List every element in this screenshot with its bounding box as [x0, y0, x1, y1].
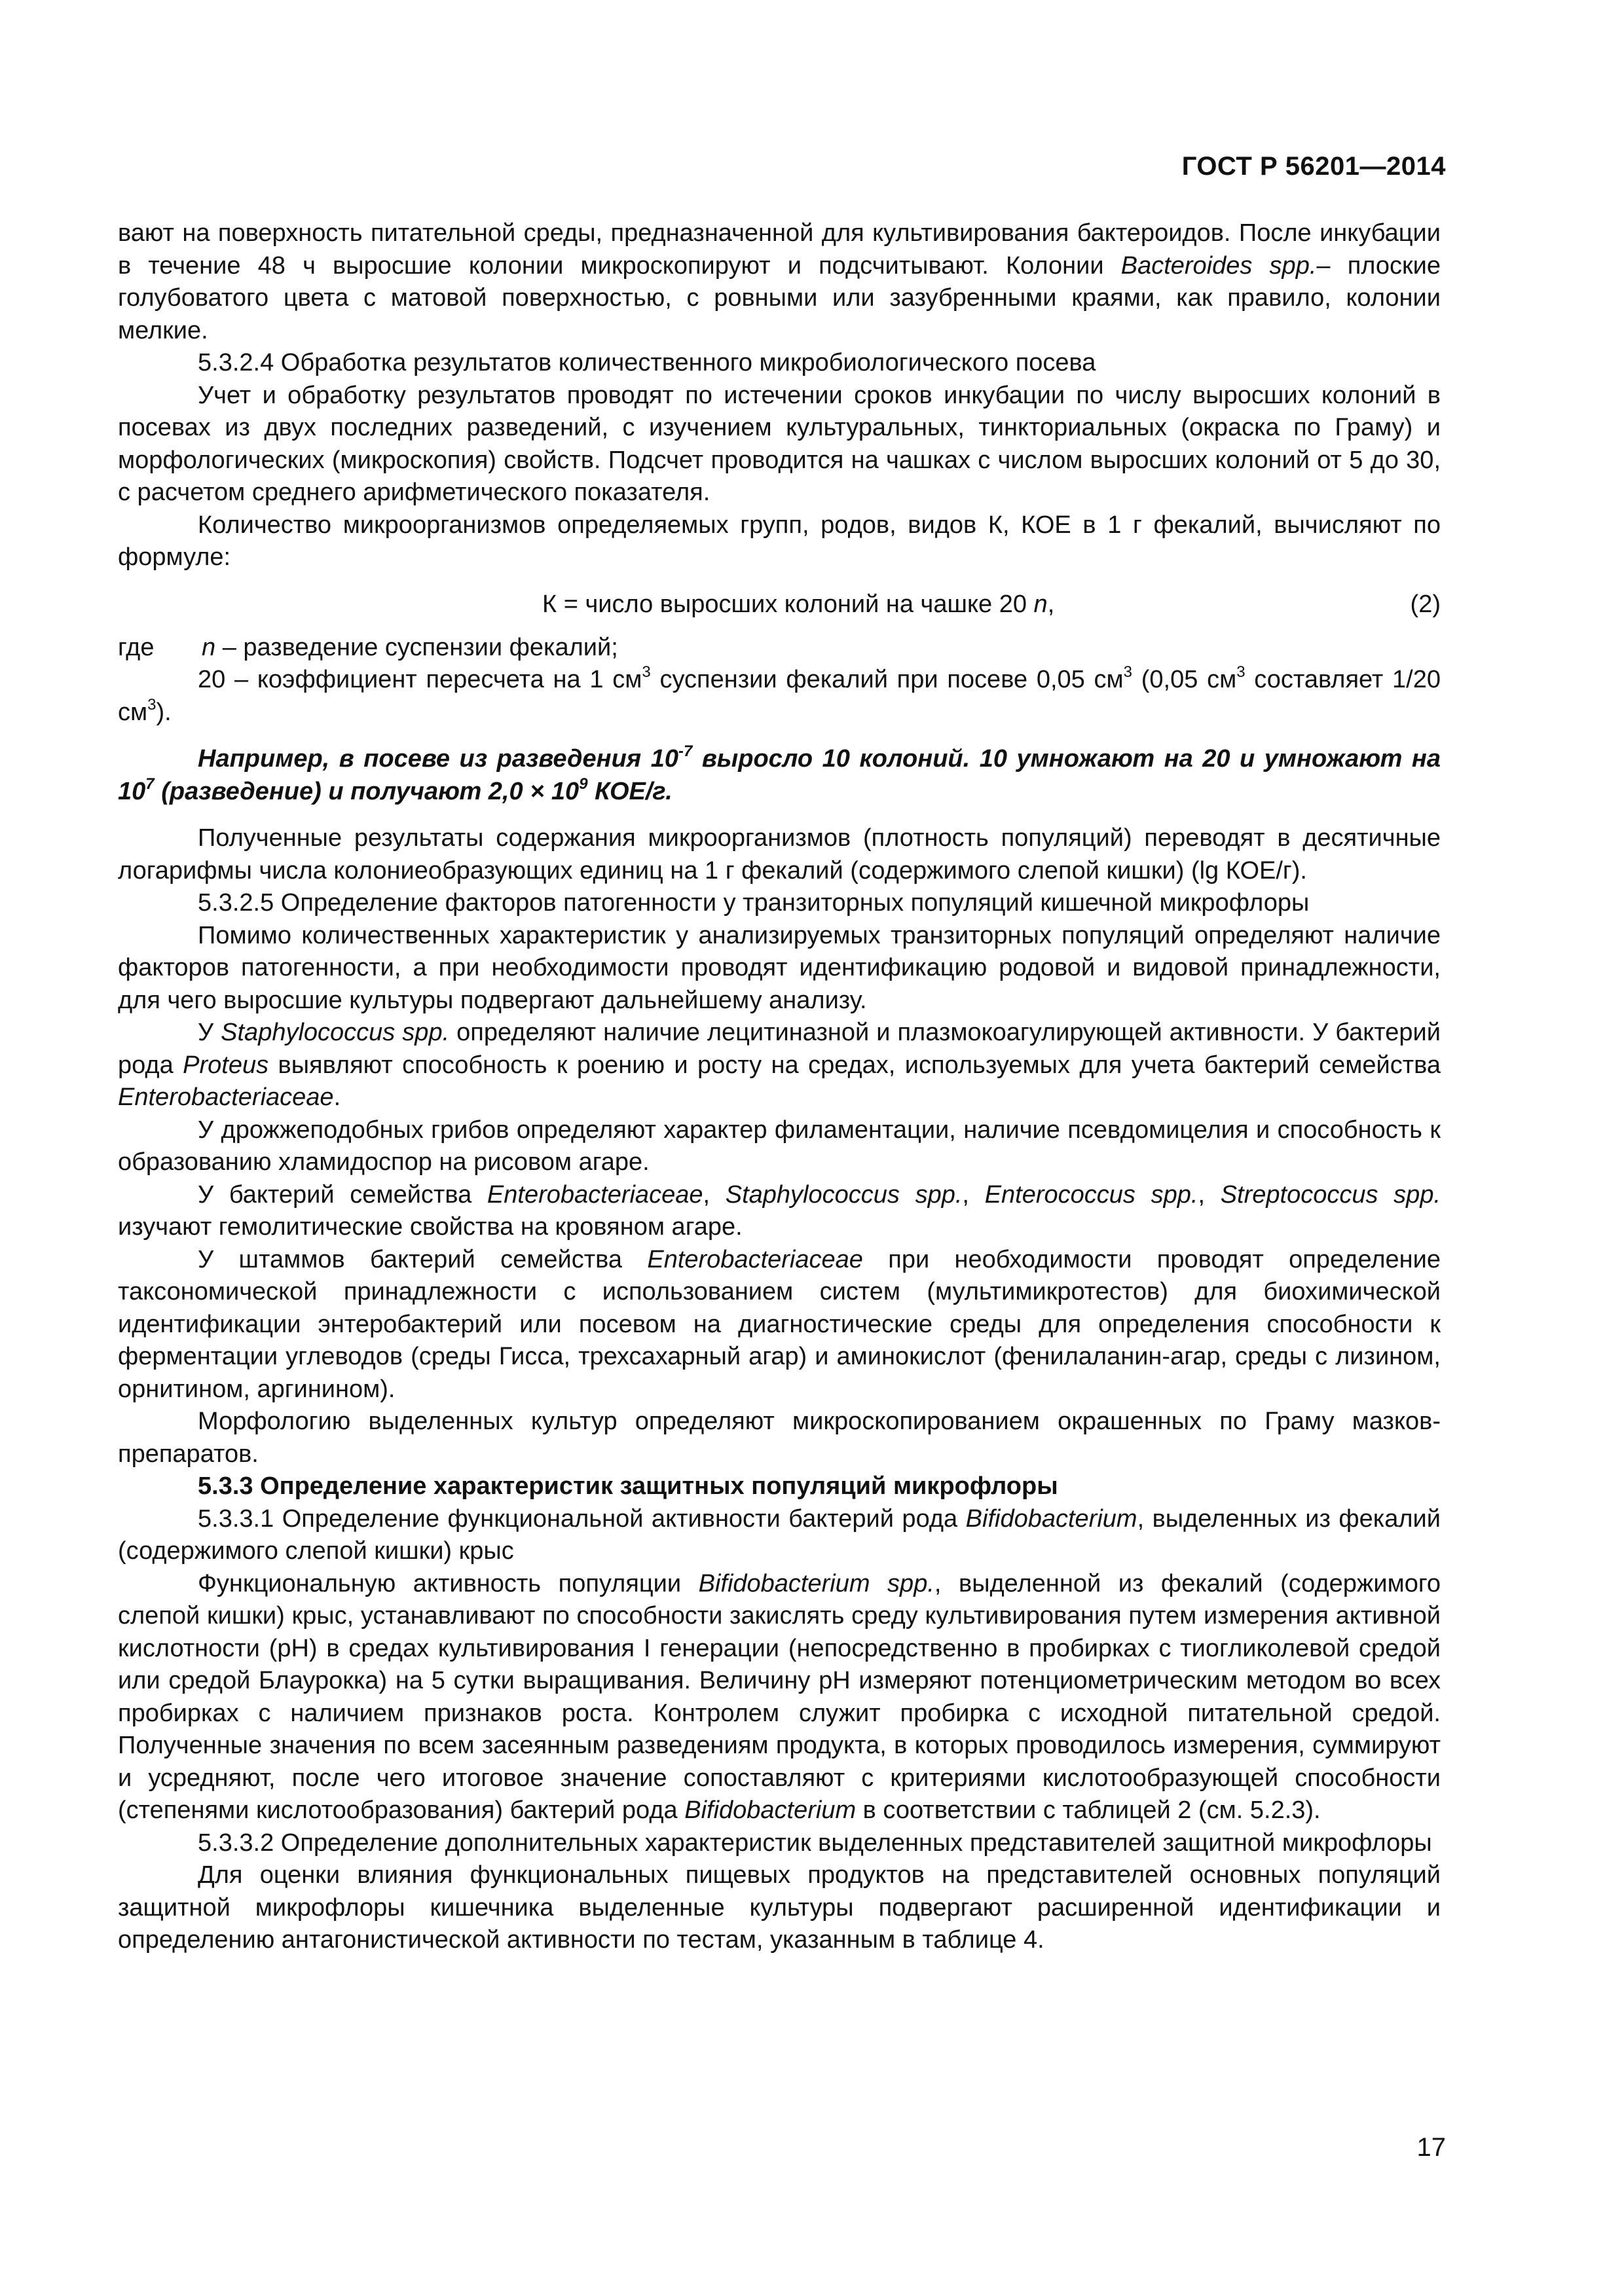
- formula: [118, 589, 1441, 623]
- text-italic: Bifidobacterium spp.: [698, 1569, 934, 1597]
- text-italic: Enterobacteriaceae: [118, 1084, 334, 1111]
- paragraph: [118, 217, 1441, 347]
- document-body: [118, 217, 1441, 1957]
- section-heading-5-3-3-2: 5.3.3.2 Определение дополнительных характеристик выделенных представителей защитной микрофлоры: [198, 1829, 1432, 1857]
- paragraph: Количество микроорганизмов определяемых групп, родов, видов К, КОЕ в 1 г фекалий, вычисляют по формуле:: [118, 511, 1441, 571]
- text: выявляют способность к роению и росту на средах, используемых для учета бактерий семейства: [268, 1051, 1441, 1079]
- text: КОЕ/г.: [587, 777, 673, 805]
- document-header: ГОСТ Р 56201—2014: [1181, 152, 1446, 181]
- text: Функциональную активность популяции: [198, 1569, 699, 1597]
- text: У бактерий семейства: [198, 1180, 487, 1209]
- text-italic: n: [1033, 590, 1048, 618]
- paragraph: [118, 1017, 1441, 1114]
- text: Например, в посеве из разведения 10: [198, 745, 678, 773]
- text: определяют наличие лецитиназной и плазмокоагулирующей активности. У бактерий рода: [118, 1019, 1441, 1079]
- formula-number: (2): [1410, 590, 1441, 618]
- text: (0,05 см: [1132, 666, 1237, 693]
- text: 20 – коэффициент пересчета на 1 см: [198, 666, 642, 693]
- text: в соответствии с таблицей 2 (см. 5.2.3).: [856, 1796, 1321, 1824]
- text: – плоские голубоватого цвета с матовой поверхностью, с ровными или зазубренными краями, как правило, колонии мелкие.: [118, 251, 1441, 344]
- paragraph: [118, 1568, 1441, 1827]
- text: , выделенной из фекалий (содержимого слепой кишки) крыс, устанавливают по способности закислять среду культивирования путем измерения активной кислотности (рН) в средах культивирования I генерации (непосредственно в пробирках с тиогликолевой средой или средой Блаурокка) на 5 сутки выращивания. Величину рН измеряют потенциометрическим методом во всех пробирках с наличием признаков роста. Контролем служит пробирка с исходной питательной средой. Полученные значения по всем засеянным разведениям продукта, в которых проводилось измерения, суммируют и усредняют, после чего итоговое значение сопоставляют с критериями кислотообразующей способности (степенями кислотообразования) бактерий рода: [118, 1569, 1441, 1824]
- paragraph: Полученные результаты содержания микроорганизмов (плотность популяций) переводят в десятичные логарифмы числа колониеобразующих единиц на 1 г фекалий (содержимого слепой кишки) (lg КОЕ/г).: [118, 824, 1441, 884]
- text: вают на поверхность питательной среды, предназначенной для культивирования бактероидов. После инкубации в течение 48 ч выросшие колонии микроскопируют и подсчитывают. Колонии: [118, 219, 1441, 280]
- text-italic: Streptococcus spp.: [1220, 1180, 1441, 1209]
- text-italic: Proteus: [183, 1051, 269, 1079]
- text: ).: [156, 698, 172, 726]
- paragraph: Для оценки влияния функциональных пищевых продуктов на представителей основных популяций защитной микрофлоры кишечника выделенные культуры подвергают расширенной идентификации и определению антагонистической активности по тестам, указанным в таблице 4.: [118, 1861, 1441, 1954]
- text: суспензии фекалий при посеве 0,05 см: [650, 666, 1124, 693]
- formula-expression: [542, 589, 1054, 621]
- section-heading-5-3-2-4: 5.3.2.4 Обработка результатов количественного микробиологического посева: [198, 349, 1096, 376]
- text: ,: [1047, 590, 1055, 618]
- paragraph: У дрожжеподобных грибов определяют характер филаментации, наличие псевдомицелия и способность к образованию хламидоспор на рисовом агаре.: [118, 1116, 1441, 1176]
- text: выросло 10 колоний. 10 умножают на 20 и умножают на 10: [118, 745, 1441, 805]
- text: ,: [1198, 1180, 1221, 1209]
- text: ,: [962, 1180, 985, 1209]
- where-label: где: [118, 633, 155, 661]
- text-italic: Enterococcus spp.: [984, 1180, 1198, 1209]
- page-number: 17: [1416, 2133, 1446, 2162]
- text: (разведение) и получают 2,0 × 10: [154, 777, 580, 805]
- paragraph: Учет и обработку результатов проводят по истечении сроков инкубации по числу выросших колоний в посевах из двух последних разведений, с изучением культуральных, тинкториальных (окраска по Граму) и морфологических (микроскопия) свойств. Подсчет проводится на чашках с числом выросших колоний от 5 до 30, с расчетом среднего арифметического показателя.: [118, 381, 1441, 506]
- text-italic: Bifidobacterium: [684, 1796, 857, 1824]
- text: , выделенных из фекалий (содержимого слепой кишки) крыс: [118, 1504, 1441, 1565]
- text-italic: Staphylococcus spp.: [725, 1180, 963, 1209]
- paragraph: [118, 1244, 1441, 1406]
- text: – разведение суспензии фекалий;: [215, 633, 618, 661]
- superscript: 3: [642, 663, 651, 682]
- text-italic: Staphylococcus spp.: [221, 1019, 450, 1046]
- text: при необходимости проводят определение таксономической принадлежности с использованием систем (мультимикротестов) для биохимической идентификации энтеробактерий или посевом на диагностические среды для определения способности к ферментации углеводов (среды Гисса, трехсахарный агар) и аминокислот (фенилаланин-агар, среды с лизином, орнитином, аргинином).: [118, 1245, 1441, 1403]
- superscript: 3: [1236, 663, 1246, 682]
- text: ,: [703, 1180, 726, 1209]
- example-note: [118, 743, 1441, 808]
- text: изучают гемолитические свойства на кровяном агаре.: [118, 1213, 743, 1241]
- text: 5.3.3.1 Определение функциональной активности бактерий рода: [198, 1504, 966, 1533]
- section-heading-5-3-2-5: 5.3.2.5 Определение факторов патогенности у транзиторных популяций кишечной микрофлоры: [198, 889, 1310, 917]
- text-italic: n: [202, 633, 216, 661]
- paragraph: [118, 664, 1441, 729]
- text: У: [198, 1019, 221, 1046]
- text-italic: Bacteroides spp.: [1120, 251, 1317, 280]
- superscript: -7: [678, 742, 693, 761]
- text: К = число выросших колоний на чашке 20: [542, 590, 1034, 618]
- superscript: 9: [579, 774, 588, 793]
- section-heading-5-3-3: 5.3.3 Определение характеристик защитных популяций микрофлоры: [198, 1472, 1058, 1500]
- paragraph: [118, 1179, 1441, 1244]
- text: У штаммов бактерий семейства: [198, 1245, 648, 1273]
- superscript: 3: [1123, 663, 1132, 682]
- superscript: 7: [145, 774, 155, 793]
- paragraph: Помимо количественных характеристик у анализируемых транзиторных популяций определяют наличие факторов патогенности, а при необходимости проводят идентификацию родовой и видовой принадлежности, для чего выросшие культуры подвергают дальнейшему анализу.: [118, 921, 1441, 1014]
- text: составляет 1/20 см: [118, 666, 1441, 726]
- text-italic: Enterobacteriaceae: [487, 1180, 703, 1209]
- section-heading-5-3-3-1: [118, 1503, 1441, 1568]
- text-italic: Bifidobacterium: [965, 1504, 1137, 1533]
- superscript: 3: [147, 695, 157, 714]
- text-italic: Enterobacteriaceae: [647, 1245, 863, 1273]
- text: .: [333, 1084, 341, 1111]
- paragraph: Морфологию выделенных культур определяют микроскопированием окрашенных по Граму мазков-препаратов.: [118, 1408, 1441, 1468]
- where-clause: [118, 632, 1441, 665]
